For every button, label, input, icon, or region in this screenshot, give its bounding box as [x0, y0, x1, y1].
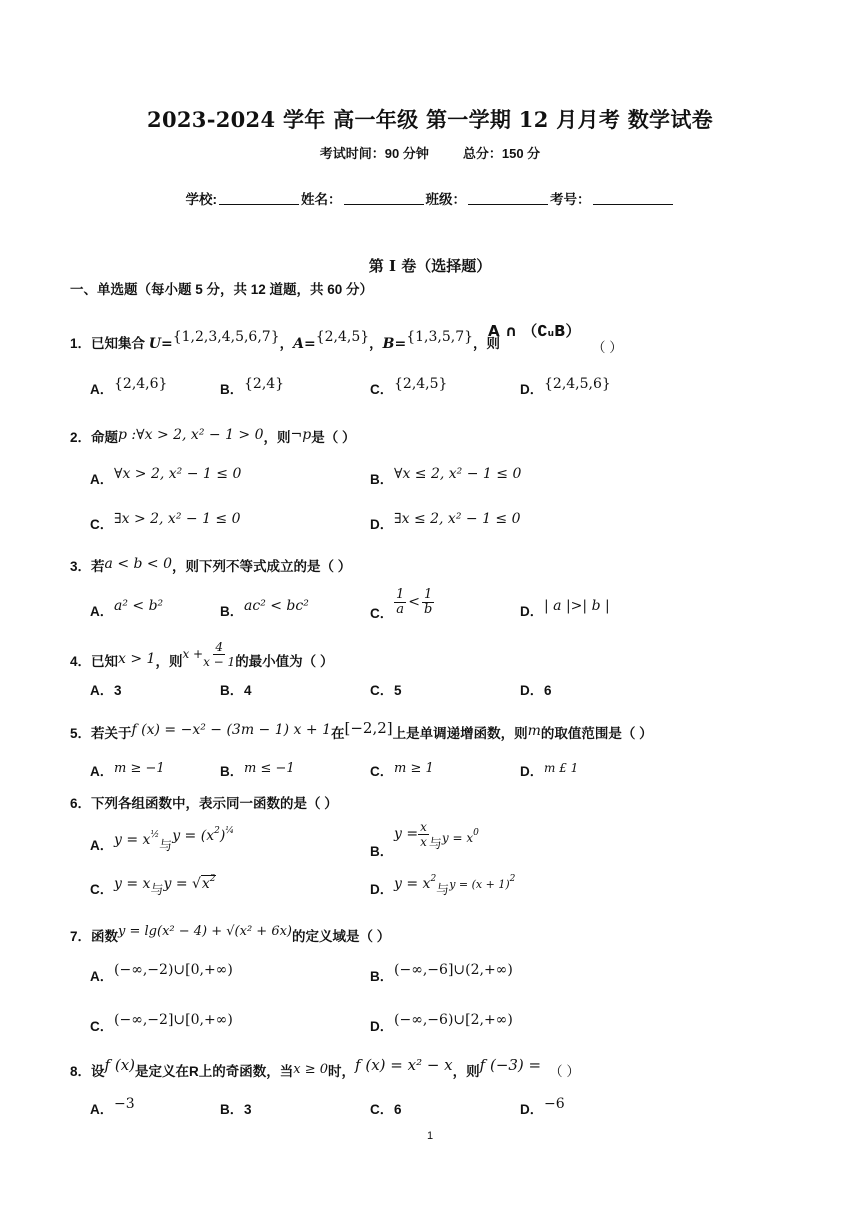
q8-answer-paren[interactable]: （ ） [549, 1064, 580, 1079]
q7-text: 函数 [91, 929, 119, 944]
q2-proposition: p :∀x > 2, x² − 1 > 0 [118, 427, 264, 443]
option-value: ∀x ≤ 2, x² − 1 ≤ 0 [394, 466, 522, 482]
page-number: 1 [426, 1130, 434, 1142]
q3-condition: a < b < 0 [104, 556, 172, 572]
q7-option-c[interactable] [90, 1012, 233, 1035]
q4-option-d[interactable] [520, 679, 552, 699]
option-value: ∃x ≤ 2, x² − 1 ≤ 0 [394, 511, 521, 527]
q8-fx: f (x) [104, 1056, 135, 1074]
option-label: D． [370, 1019, 394, 1034]
q1-a-set: {2,4,5} [315, 329, 370, 345]
q4-option-a[interactable] [90, 679, 122, 699]
q4-option-b[interactable] [220, 679, 252, 699]
option-value: (−∞,−2)∪[0,+∞) [114, 962, 233, 978]
option-label: B． [220, 683, 244, 698]
option-label: A． [90, 838, 114, 853]
option-label: D． [520, 604, 544, 619]
q1-b: B= [382, 336, 407, 352]
option-label: B． [220, 1102, 244, 1117]
question-1 [70, 329, 501, 352]
question-4 [70, 640, 334, 677]
question-number: 5． [70, 726, 92, 741]
school-blank[interactable] [219, 191, 299, 205]
option-label: A． [90, 604, 114, 619]
option-label: B． [220, 764, 244, 779]
option-value: {2,4} [244, 376, 285, 392]
q4-fraction [203, 640, 235, 669]
q4-frac-den: x − 1 [203, 655, 236, 669]
q5-function: f (x) = −x² − (3m − 1) x + 1 [131, 722, 331, 738]
option-value: 4 [244, 683, 252, 698]
q2-text: 是（ ） [311, 430, 356, 445]
q4-option-c[interactable] [370, 679, 402, 699]
q3-option-a[interactable] [90, 600, 163, 620]
q8-option-a[interactable] [90, 1098, 135, 1118]
option-value: 6 [544, 683, 552, 698]
option-value: ac² < bc² [244, 598, 309, 614]
option-label: C． [90, 517, 114, 532]
option-value: ∃x > 2, x² − 1 ≤ 0 [114, 511, 241, 527]
fraction: $\frac{1}{a}$ [396, 587, 405, 617]
q6-option-d[interactable]: D．$y = x^2$与$y = (x + 1)^2$ [370, 874, 516, 897]
option-value: m ≤ −1 [244, 761, 295, 776]
question-2 [70, 426, 355, 446]
option-label: A． [90, 683, 114, 698]
q5-m: m [527, 723, 541, 739]
q1-expr-sub: u [547, 329, 555, 339]
option-label: D． [370, 882, 394, 897]
option-label: C． [370, 606, 394, 622]
q2-option-b[interactable] [370, 468, 521, 488]
q6-option-a[interactable]: A．$y = x^{\frac{1}{2}}$与$y = (x^2)^{\frac{1}{4}}$ [90, 826, 235, 853]
q8-text: 时， [328, 1064, 356, 1079]
q8-option-c[interactable] [370, 1098, 402, 1118]
option-label: C． [370, 764, 394, 779]
q1-expression [488, 320, 581, 341]
q1-answer-paren[interactable]: （ ） [592, 340, 623, 355]
q5-option-b[interactable] [220, 760, 295, 780]
q8-text: 上的奇函数，当 [198, 1064, 294, 1079]
option-value: ∀x > 2, x² − 1 ≤ 0 [114, 466, 242, 482]
q6-option-b[interactable]: B．y = $\frac{x}{x}$ 与$y = x^0$ [370, 820, 479, 860]
q4-expr: x + [182, 647, 204, 662]
q7-text: 的定义域是（ ） [292, 929, 391, 944]
option-value: 5 [394, 683, 402, 698]
question-7 [70, 925, 390, 945]
question-5 [70, 719, 653, 742]
q5-option-c[interactable] [370, 760, 434, 780]
exam-number-blank[interactable] [593, 191, 673, 205]
name-blank[interactable] [344, 191, 424, 205]
option-label: C． [370, 382, 394, 397]
q2-neg-p: ¬p [290, 427, 312, 443]
option-value: −3 [114, 1096, 135, 1112]
class-blank[interactable] [468, 191, 548, 205]
q3-option-b[interactable] [220, 600, 309, 620]
q1-expr-b: B） [554, 322, 581, 340]
question-8 [70, 1056, 580, 1080]
q5-option-a[interactable] [90, 760, 165, 780]
q5-option-d[interactable] [520, 760, 578, 780]
q3-text: ，则下列不等式成立的是（ ） [172, 559, 352, 574]
q1-option-c[interactable] [370, 378, 447, 398]
q1-sep: ， [369, 336, 383, 351]
option-label: D． [370, 517, 394, 532]
option-value: (−∞,−6)∪[2,+∞) [394, 1012, 513, 1028]
q4-frac-num: 4 [215, 640, 223, 654]
q1-option-b[interactable] [220, 378, 284, 398]
q8-ask: f (−3) = [479, 1056, 542, 1074]
option-value: 3 [114, 683, 122, 698]
q3-option-d[interactable] [520, 600, 610, 620]
school-label: 学校: [185, 192, 217, 207]
option-label: A． [90, 764, 114, 779]
q3-option-c[interactable]: C． $\frac{1}{a}$ < $\frac{1}{b}$ [370, 587, 433, 622]
question-number: 1． [70, 336, 92, 351]
q8-text: 设 [91, 1064, 105, 1079]
question-number: 6． [70, 796, 92, 811]
exam-total: 总分：150 分 [462, 146, 541, 161]
q2-option-a[interactable] [90, 468, 241, 488]
q2-text: ，则 [263, 430, 291, 445]
q1-then: ，则 [473, 336, 501, 351]
option-label: B． [370, 844, 394, 860]
option-label: B． [220, 382, 244, 397]
question-number: 8． [70, 1064, 92, 1079]
option-value: a² < b² [114, 598, 164, 614]
name-label: 姓名： [301, 192, 342, 207]
q7-function: y = lg(x² − 4) + √(x² + 6x) [118, 924, 292, 939]
option-label: D． [520, 683, 544, 698]
option-label: A． [90, 1102, 114, 1117]
class-label: 班级： [425, 192, 466, 207]
question-number: 2． [70, 430, 92, 445]
q8-condition: x ≥ 0 [293, 1062, 329, 1077]
q4-text: ，则 [155, 654, 183, 670]
exam-time: 考试时间：90 分钟 [319, 146, 429, 161]
option-label: B． [370, 472, 394, 487]
q2-text: 命题 [91, 430, 119, 445]
question-3 [70, 555, 351, 575]
option-value: {2,4,5} [394, 376, 448, 392]
q2-option-c[interactable] [90, 513, 241, 533]
option-value: (−∞,−2]∪[0,+∞) [114, 1012, 233, 1028]
q8-option-d[interactable] [520, 1098, 565, 1118]
question-number: 3． [70, 559, 92, 574]
q1-a: A= [293, 336, 316, 352]
q1-u: U= [148, 336, 173, 352]
q7-option-d[interactable] [370, 1012, 513, 1035]
option-label: A． [90, 969, 114, 984]
exam-meta [0, 143, 860, 162]
volume-heading: 第 I 卷（选择题） [368, 257, 492, 275]
question-6 [70, 792, 338, 812]
option-value: 3 [244, 1102, 252, 1117]
exam-number-label: 考号： [550, 192, 591, 207]
q1-text: 已知集合 [91, 336, 149, 351]
q4-text: 的最小值为（ ） [235, 654, 334, 670]
option-label: C． [90, 1019, 114, 1034]
q1-option-d[interactable] [520, 378, 611, 398]
question-number: 4． [70, 654, 92, 670]
q1-sep: ， [279, 336, 294, 351]
option-value: | a |>| b | [544, 598, 610, 614]
q2-option-d[interactable] [370, 513, 521, 533]
q6-and: 与 [159, 838, 173, 853]
q1-option-a[interactable] [90, 378, 167, 398]
q8-text: ，则 [452, 1064, 480, 1079]
option-value: m ≥ −1 [114, 761, 165, 776]
q7-option-a[interactable] [90, 962, 233, 985]
option-value: 6 [394, 1102, 402, 1117]
q5-text: 上是单调递增函数，则 [392, 726, 528, 741]
q8-definition: f (x) = x² − x [355, 1056, 453, 1074]
q4-condition: x > 1 [118, 651, 156, 668]
q6-text: 下列各组函数中，表示同一函数的是（ ） [91, 796, 338, 811]
q6-option-c[interactable]: C．y = x与$y = √x^2$ [90, 874, 216, 897]
exam-title: 2023-2024 学年 高一年级 第一学期 12 月月考 数学试卷 [147, 107, 713, 132]
option-label: D． [520, 1102, 544, 1117]
q5-interval: [−2,2] [344, 719, 393, 737]
option-label: C． [370, 1102, 394, 1117]
student-info-line [0, 188, 860, 208]
option-value: −6 [544, 1096, 565, 1112]
section-heading: 一、单选题（每小题 5 分，共 12 道题，共 60 分） [70, 282, 374, 297]
option-label: C． [90, 882, 114, 897]
option-value: (−∞,−6]∪(2,+∞) [394, 962, 513, 978]
q5-text: 在 [331, 726, 345, 741]
q5-text: 若关于 [91, 726, 132, 741]
q8-text: 是定义在 [135, 1064, 189, 1079]
fraction: $\frac{1}{b}$ [423, 587, 433, 617]
option-label: A． [90, 382, 114, 397]
q8-R: R [189, 1064, 199, 1079]
q3-text: 若 [91, 559, 105, 574]
q1-expr: A ∩ （∁ [488, 322, 548, 340]
option-value: {2,4,6} [114, 376, 168, 392]
option-label: B． [370, 969, 394, 984]
q8-option-b[interactable] [220, 1098, 252, 1118]
option-label: B． [220, 604, 244, 619]
q1-u-set: {1,2,3,4,5,6,7} [172, 329, 280, 345]
option-value: m ≥ 1 [394, 761, 434, 776]
option-label: C． [370, 683, 394, 698]
option-label: D． [520, 764, 544, 779]
q1-b-set: {1,3,5,7} [406, 329, 474, 345]
option-label: A． [90, 472, 114, 487]
option-value: m £ 1 [544, 761, 579, 775]
option-value: {2,4,5,6} [544, 376, 611, 392]
q7-option-b[interactable] [370, 962, 513, 985]
q4-text: 已知 [91, 654, 119, 670]
q5-text: 的取值范围是（ ） [540, 726, 653, 741]
option-label: D． [520, 382, 544, 397]
question-number: 7． [70, 929, 92, 944]
